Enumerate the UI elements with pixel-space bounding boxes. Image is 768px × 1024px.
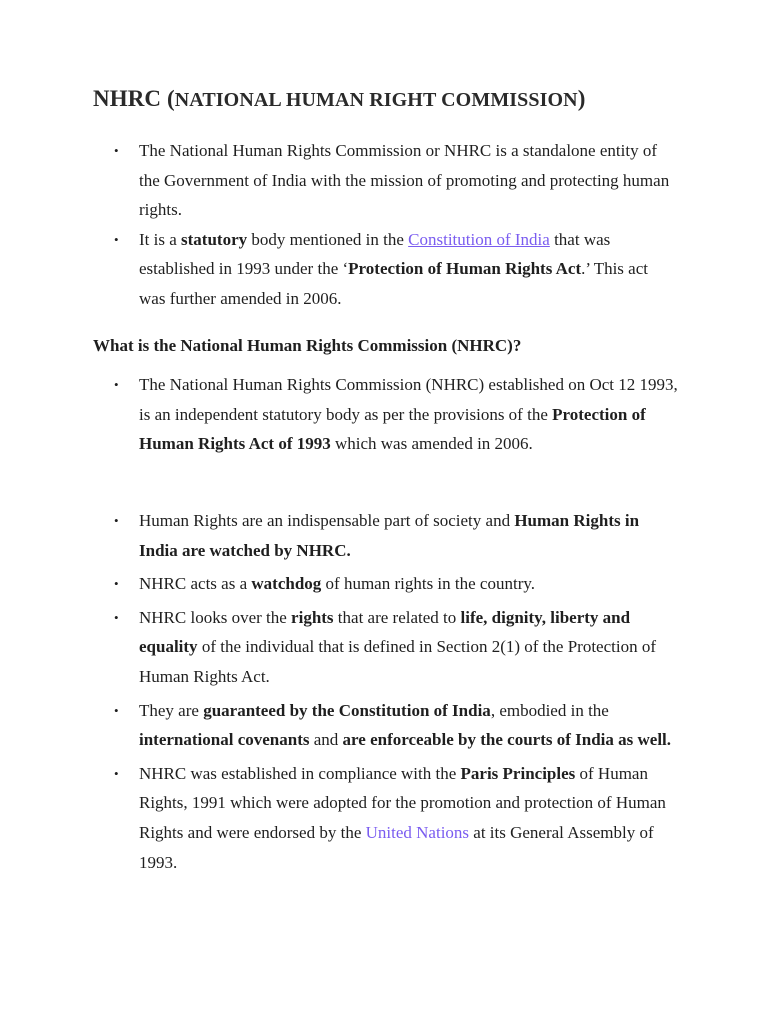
- title-abbr: NHRC: [93, 86, 167, 111]
- list-item: [0, 506, 768, 565]
- list-item: [0, 370, 768, 459]
- bold-run: Protection of Human Rights Act: [348, 259, 582, 279]
- bold-run: are enforceable by the courts of India as well.: [342, 730, 672, 750]
- text-run: body mentioned in the: [247, 229, 409, 249]
- text-run: of the individual that is defined in Section 2(1) of the Protection of Human Rights Act.: [139, 637, 656, 686]
- title-close-paren: ): [577, 86, 586, 111]
- bullet-icon: •: [114, 377, 119, 392]
- list-item: [0, 136, 768, 225]
- list-item: [0, 759, 768, 877]
- bullet-icon: •: [114, 513, 119, 528]
- page-title: [93, 86, 585, 112]
- intro-item-text: The National Human Rights Commission or NHRC is a standalone entity of the Government of India with the mission of promoting and protecting human rights.: [139, 141, 670, 220]
- text-run: that was established in 1993 under the ‘: [139, 229, 611, 279]
- bold-run: life, dignity, liberty and equality: [139, 607, 631, 657]
- text-run: NHRC was established in compliance with the: [139, 763, 461, 783]
- bold-run: watchdog: [251, 574, 322, 594]
- bold-run: international covenants: [139, 730, 310, 750]
- text-run: at its General Assembly of 1993.: [139, 822, 654, 872]
- text-run: that are related to: [333, 607, 461, 627]
- text-run: It is a: [139, 229, 182, 249]
- text-run: which was amended in 2006.: [330, 434, 533, 454]
- bullet-icon: •: [114, 702, 119, 718]
- united-nations-link[interactable]: United Nations: [365, 822, 470, 842]
- bullet-icon: •: [114, 765, 119, 781]
- list-item: [0, 225, 768, 314]
- bold-run: guaranteed by the Constitution of India: [203, 700, 491, 720]
- constitution-of-india-link[interactable]: Constitution of India: [408, 229, 550, 249]
- points-list: [0, 506, 768, 881]
- bold-run: statutory: [181, 229, 248, 249]
- bullet-icon: •: [114, 143, 119, 158]
- bullet-icon: •: [114, 231, 119, 247]
- bullet-icon: •: [114, 609, 119, 625]
- list-item: [0, 569, 768, 599]
- text-run: The National Human Rights Commission (NHRC) established on Oct 12 1993, is an independent statutory body as per the provisions of the: [139, 375, 678, 424]
- text-run: Human Rights are an indispensable part of society and: [139, 511, 515, 530]
- intro-list: [0, 136, 768, 314]
- text-run: and: [309, 730, 343, 750]
- text-run: , embodied in the: [490, 700, 609, 720]
- bold-run: Paris Principles: [460, 763, 576, 783]
- text-run: .’ This act was further amended in 2006.: [139, 259, 648, 308]
- text-run: of Human Rights, 1991 which were adopted for the promotion and protection of Human Rights and were endorsed by the: [139, 763, 666, 842]
- text-run: They are: [139, 700, 204, 720]
- title-open-paren: (: [166, 86, 175, 111]
- text-run: of human rights in the country.: [321, 574, 536, 594]
- section-heading: What is the National Human Rights Commission (NHRC)?: [93, 336, 522, 355]
- what-list: [0, 370, 768, 459]
- text-run: NHRC acts as a: [139, 574, 252, 594]
- text-run: NHRC looks over the: [139, 607, 292, 627]
- list-item: [0, 603, 768, 692]
- bold-run: Human Rights in India are watched by NHRC.: [139, 511, 640, 560]
- bullet-icon: •: [114, 576, 119, 592]
- title-full-name: NATIONAL HUMAN RIGHT COMMISSION: [174, 89, 578, 111]
- bold-run: Protection of Human Rights Act of 1993: [139, 404, 646, 454]
- bold-run: rights: [291, 607, 334, 627]
- list-item: [0, 696, 768, 755]
